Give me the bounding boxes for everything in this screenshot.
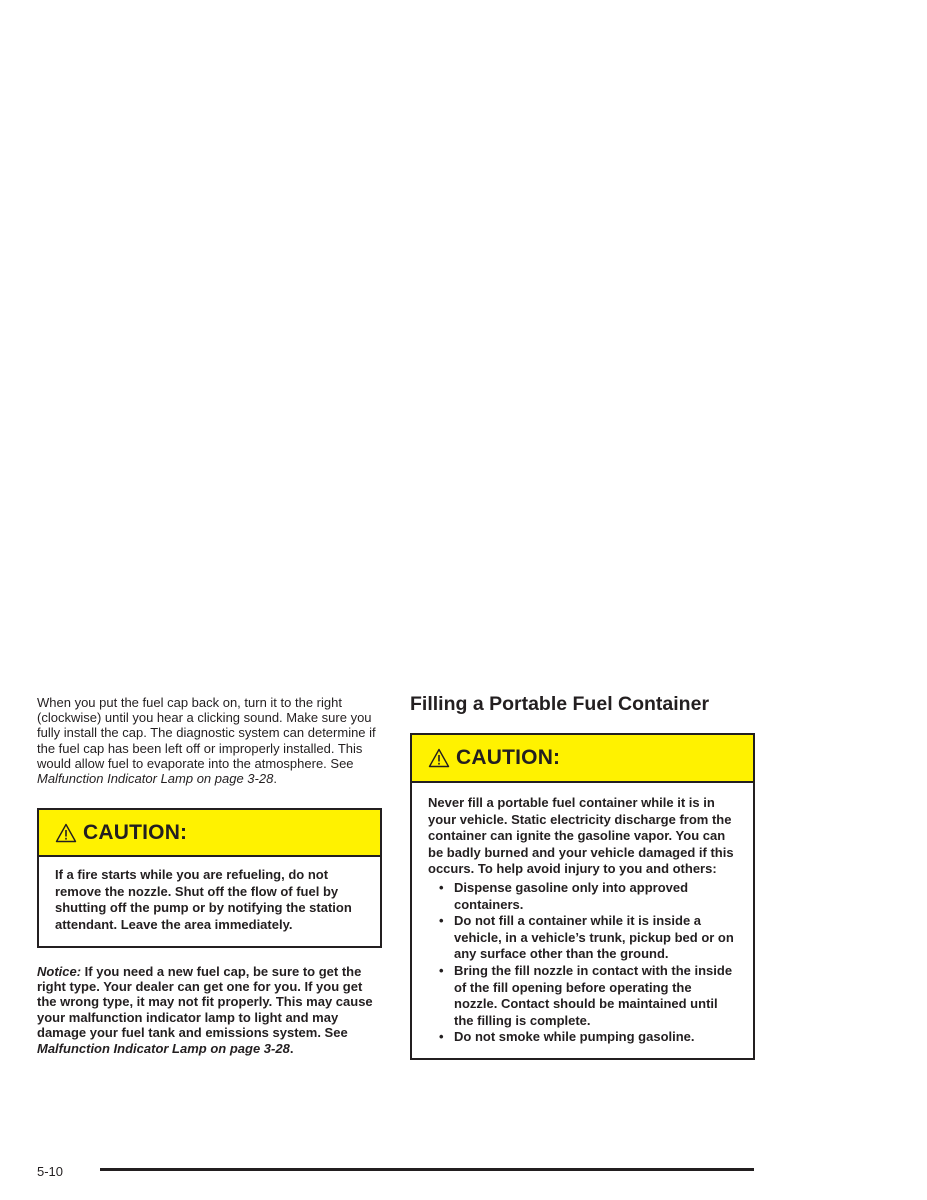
safety-bullet-list [428,880,737,1046]
caution-header [39,810,380,857]
list-item: • Dispense gasoline only into approved containers. [428,880,737,913]
caution-title: CAUTION: [456,746,561,769]
list-item: • Do not smoke while pumping gasoline. [428,1029,737,1046]
fuel-cap-text: When you put the fuel cap back on, turn it to the right (clockwise) until you hear a clicking sound. Make sure you fully install the cap. The diagnostic system can determine if the fuel cap has been left off or improperly installed. This would allow fuel to evaporate into the atmosphere. See [37,695,376,771]
sentence-end: . [273,771,277,787]
page-number: 5-10 [37,1164,64,1179]
malfunction-lamp-reference: Malfunction Indicator Lamp on page 3-28 [37,771,274,787]
right-column [410,692,755,1060]
caution-header [412,735,753,783]
list-item: • Do not fill a container while it is inside a vehicle, in a vehicle’s trunk, pickup bed or on any surface other than the ground. [428,913,737,963]
warning-triangle-icon [55,823,77,843]
warning-triangle-icon [428,748,450,768]
caution-fire-text: If a fire starts while you are refueling, do not remove the nozzle. Shut off the flow of fuel by shutting off the pump or by notifying the station attendant. Leave the area immediately. [55,867,352,932]
caution-container-text: Never fill a portable fuel container while it is in your vehicle. Static electricity discharge from the container can ignite the gasoline vapor. You can be badly burned and your vehicle damaged if this occurs. To help avoid injury to you and others: [428,795,734,877]
caution-body [39,857,380,945]
caution-box-portable-container [410,733,755,1060]
notice-reference: Malfunction Indicator Lamp on page 3-28 [37,1040,290,1056]
list-item: • Bring the fill nozzle in contact with the inside of the fill opening before operating the nozzle. Contact should be maintained until the filling is complete. [428,963,737,1029]
notice-end: . [289,1040,294,1056]
footer-divider [100,1168,754,1171]
fuel-cap-paragraph [37,695,382,786]
notice-label: Notice: [37,963,82,979]
caution-title: CAUTION: [83,820,188,844]
notice-paragraph [37,964,382,1056]
caution-body [412,783,753,1058]
section-heading: Filling a Portable Fuel Container [410,693,710,715]
caution-box-fire [37,808,382,947]
left-column [37,695,382,1056]
notice-text: If you need a new fuel cap, be sure to get the right type. Your dealer can get one for you. If you get the wrong type, it may not fit properly. This may cause your malfunction indicator lamp to light and may damage your fuel tank and emissions system. See [37,963,373,1041]
